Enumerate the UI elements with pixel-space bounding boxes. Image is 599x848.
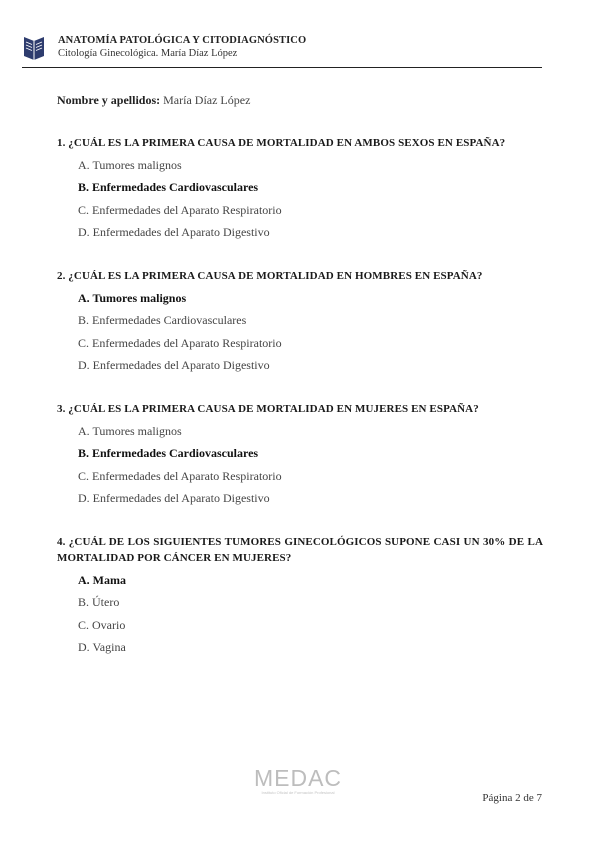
option-c: C. Enfermedades del Aparato Respiratorio [78, 202, 282, 217]
option-d: D. Enfermedades del Aparato Digestivo [78, 224, 270, 239]
question-text: 4. ¿CUÁL DE LOS SIGUIENTES TUMORES GINECOLÓGICOS SUPONE CASI UN 30% DE LA MORTALIDAD POR CÁNCER EN MUJERES? [57, 536, 543, 564]
option-d: D. Enfermedades del Aparato Digestivo [78, 490, 270, 505]
option-d: D. Enfermedades del Aparato Digestivo [78, 357, 270, 372]
question-1 [57, 135, 543, 243]
student-name-line [57, 93, 250, 108]
option-c: C. Ovario [78, 617, 126, 632]
option-list [57, 420, 543, 509]
option-a: A. Tumores malignos [78, 424, 182, 438]
option-a-correct: A. Tumores malignos [78, 291, 187, 305]
option-c: C. Enfermedades del Aparato Respiratorio [78, 468, 282, 483]
question-text: 2. ¿CUÁL ES LA PRIMERA CAUSA DE MORTALIDAD EN HOMBRES EN ESPAÑA? [57, 270, 483, 282]
option-b: B. Útero [78, 595, 120, 610]
footer-brand: MEDAC [253, 765, 343, 791]
option-list [57, 569, 543, 658]
header-title: ANATOMÍA PATOLÓGICA Y CITODIAGNÓSTICO [58, 35, 307, 46]
student-name-value: María Díaz López [163, 93, 251, 107]
option-b-correct: B. Enfermedades Cardiovasculares [78, 446, 259, 461]
document-header [22, 34, 542, 68]
question-text: 1. ¿CUÁL ES LA PRIMERA CAUSA DE MORTALIDAD EN AMBOS SEXOS EN ESPAÑA? [57, 137, 506, 149]
option-b: B. Enfermedades Cardiovasculares [78, 313, 247, 328]
question-2 [57, 268, 543, 376]
header-subtitle: Citología Ginecológica. María Díaz López [58, 48, 238, 59]
page-number: Página 2 de 7 [482, 792, 542, 804]
footer-tagline: Instituto Oficial de Formación Profesional [261, 790, 335, 795]
medac-logo [246, 766, 350, 796]
header-divider [22, 67, 542, 68]
question-3 [57, 401, 543, 509]
option-a-correct: A. Mama [78, 573, 126, 587]
question-text: 3. ¿CUÁL ES LA PRIMERA CAUSA DE MORTALIDAD EN MUJERES EN ESPAÑA? [57, 403, 479, 415]
book-icon [22, 34, 46, 62]
header-text [58, 34, 538, 60]
option-c: C. Enfermedades del Aparato Respiratorio [78, 335, 282, 350]
option-d: D. Vagina [78, 639, 126, 654]
option-list [57, 154, 543, 243]
student-name-label: Nombre y apellidos: [57, 93, 161, 107]
option-list [57, 287, 543, 376]
question-4 [57, 534, 543, 658]
option-b-correct: B. Enfermedades Cardiovasculares [78, 180, 259, 195]
option-a: A. Tumores malignos [78, 158, 182, 172]
